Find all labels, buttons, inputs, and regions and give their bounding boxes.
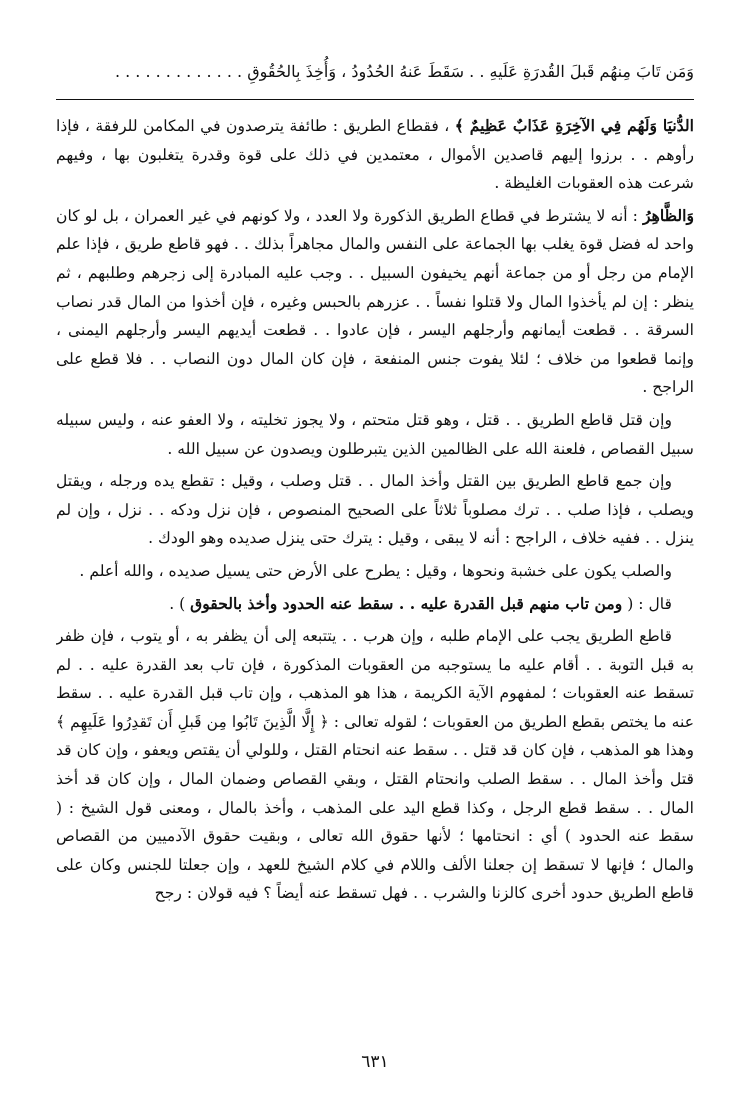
paragraph-text: والصلب يكون على خشبة ونحوها ، وقيل : يطرح على الأرض حتى يسيل صديده ، والله أعلم . <box>79 561 672 580</box>
paragraph <box>56 590 694 619</box>
section-keyword: وَالظَّاهِرُ <box>643 205 694 225</box>
paragraph-text: وإن قتل قاطع الطريق . . قتل ، وهو قتل متحتم ، ولا يجوز تخليته ، ولا العفو عنه ، وليس سبيله سبيل القصاص ، فلعنة الله على الظالمين الذين يتبرطلون ويصدون عن سبيل الله . <box>56 410 694 458</box>
paragraph-lead: قال : ( <box>622 594 672 613</box>
paragraph <box>56 202 694 402</box>
paragraph-text: قاطع الطريق يجب على الإمام طلبه ، وإن هرب . . يتتبعه إلى أن يظفر به ، أو يتوب ، فإن ظفر به قبل التوبة . . أقام عليه ما يستوجبه من العقوبات المذكورة ، فإن تاب بعد القدرة عليه . . لم تسقط عنه العقوبات ؛ لمفهوم الآية الكريمة ، هذا هو المذهب ، وإن تاب قبل القدرة عليه . . سقط عنه ما يختص بقطع الطريق من العقوبات ؛ لقوله تعالى : ﴿ إِلَّا الَّذِينَ تَابُوا مِن قَبلِ أَن تَقدِرُوا عَلَيهِم ﴾ وهذا هو المذهب ، فإن كان قد قتل . . سقط عنه انحتام القتل ، وللولي أن يقتص ويعفو ، وإن كان قد قتل وأخذ المال . . سقط الصلب وانحتام القتل ، وبقي القصاص وضمان المال ، وإن كان قد أخذ المال . . سقط قطع الرجل ، وكذا قطع اليد على المذهب ، وأخذ بالمال ، ومعنى قول الشيخ : ( سقط عنه الحدود ) أي : انحتامها ؛ لأنها حقوق الله تعالى ، وبقيت حقوق الآدميين من القصاص والمال ؛ فإنها لا تسقط إن جعلنا الألف واللام في كلام الشيخ للعهد ، وإن جعلتا للجنس وكان على قاطع الطريق حدود أخرى كالزنا والشرب . . فهل تسقط عنه أيضاً ؟ فيه قولان : رجح <box>56 627 694 903</box>
running-header <box>56 56 694 88</box>
page-body <box>56 112 694 1042</box>
paragraph <box>56 406 694 463</box>
matn-quote: ومن تاب منهم قبل القدرة عليه . . سقط عنه الحدود وأخذ بالحقوق <box>190 593 623 613</box>
paragraph-text: : أنه لا يشترط في قطاع الطريق الذكورة ولا العدد ، ولا كونهم في غير العمران ، بل لو كان واحد له فضل قوة يغلب بها الجماعة على النفس والمال مجاهراً بذلك . . فهو قاطع طريق ، فإذا علم الإمام من رجل أو من جماعة أنهم يخيفون السبيل . . وجب عليه المبادرة إلى زجرهم وطلبهم ، ثم ينظر : إن لم يأخذوا المال ولا قتلوا نفساً . . عزرهم بالحبس وغيره ، فإن أخذوا من المال قدر نصاب السرقة . . قطعت أيمانهم وأرجلهم اليسر ، فإن عادوا . . قطعت أيديهم اليسر وأرجلهم اليمنى ، وإنما قطعوا من خلاف ؛ لئلا يفوت جنس المنفعة ، فإن كان المال دون النصاب . . فلا قطع على الراجح . <box>56 206 694 397</box>
paragraph <box>56 112 694 198</box>
paragraph-text: وإن جمع قاطع الطريق بين القتل وأخذ المال . . قتل وصلب ، وقيل : تقطع يده ورجله ، ويقتل ويصلب ، فإذا صلب . . ترك مصلوباً ثلاثاً على الصحيح المنصوص ، فإن نزل ودكه . . نزل ، وإن لم ينزل . . ففيه خلاف ، الراجح : أنه لا يبقى ، وقيل : يترك حتى ينزل صديده وهو الودك . <box>56 472 694 548</box>
paragraph-text: ) . <box>169 594 191 613</box>
header-rule <box>56 99 694 100</box>
leader-dots: . . . . . . . . . . . . <box>114 62 232 81</box>
paragraph <box>56 622 694 908</box>
paragraph <box>56 467 694 553</box>
paragraph-text: ، فقطاع الطريق : طائفة يترصدون في المكامن للرفقة ، فإذا رأوهم . . برزوا إليهم قاصدين الأموال ، معتمدين في ذلك على قوة وقدرة يتغلبون بها ، وفيهم شرعت هذه العقوبات الغليظة . <box>56 117 694 193</box>
page-number: ٦٣١ <box>361 1052 389 1072</box>
quran-quote: الدُّنيَا وَلَهُم فِي الآخِرَةِ عَذَابٌ عَظِيمٌ ﴾ <box>454 116 694 135</box>
running-title: وَمَن تَابَ مِنهُم قَبلَ القُدرَةِ عَلَيهِ . . سَقَطَ عَنهُ الحُدُودُ ، وَأُخِذَ بِالحُقُوقِ . <box>237 62 694 81</box>
paragraph <box>56 557 694 586</box>
